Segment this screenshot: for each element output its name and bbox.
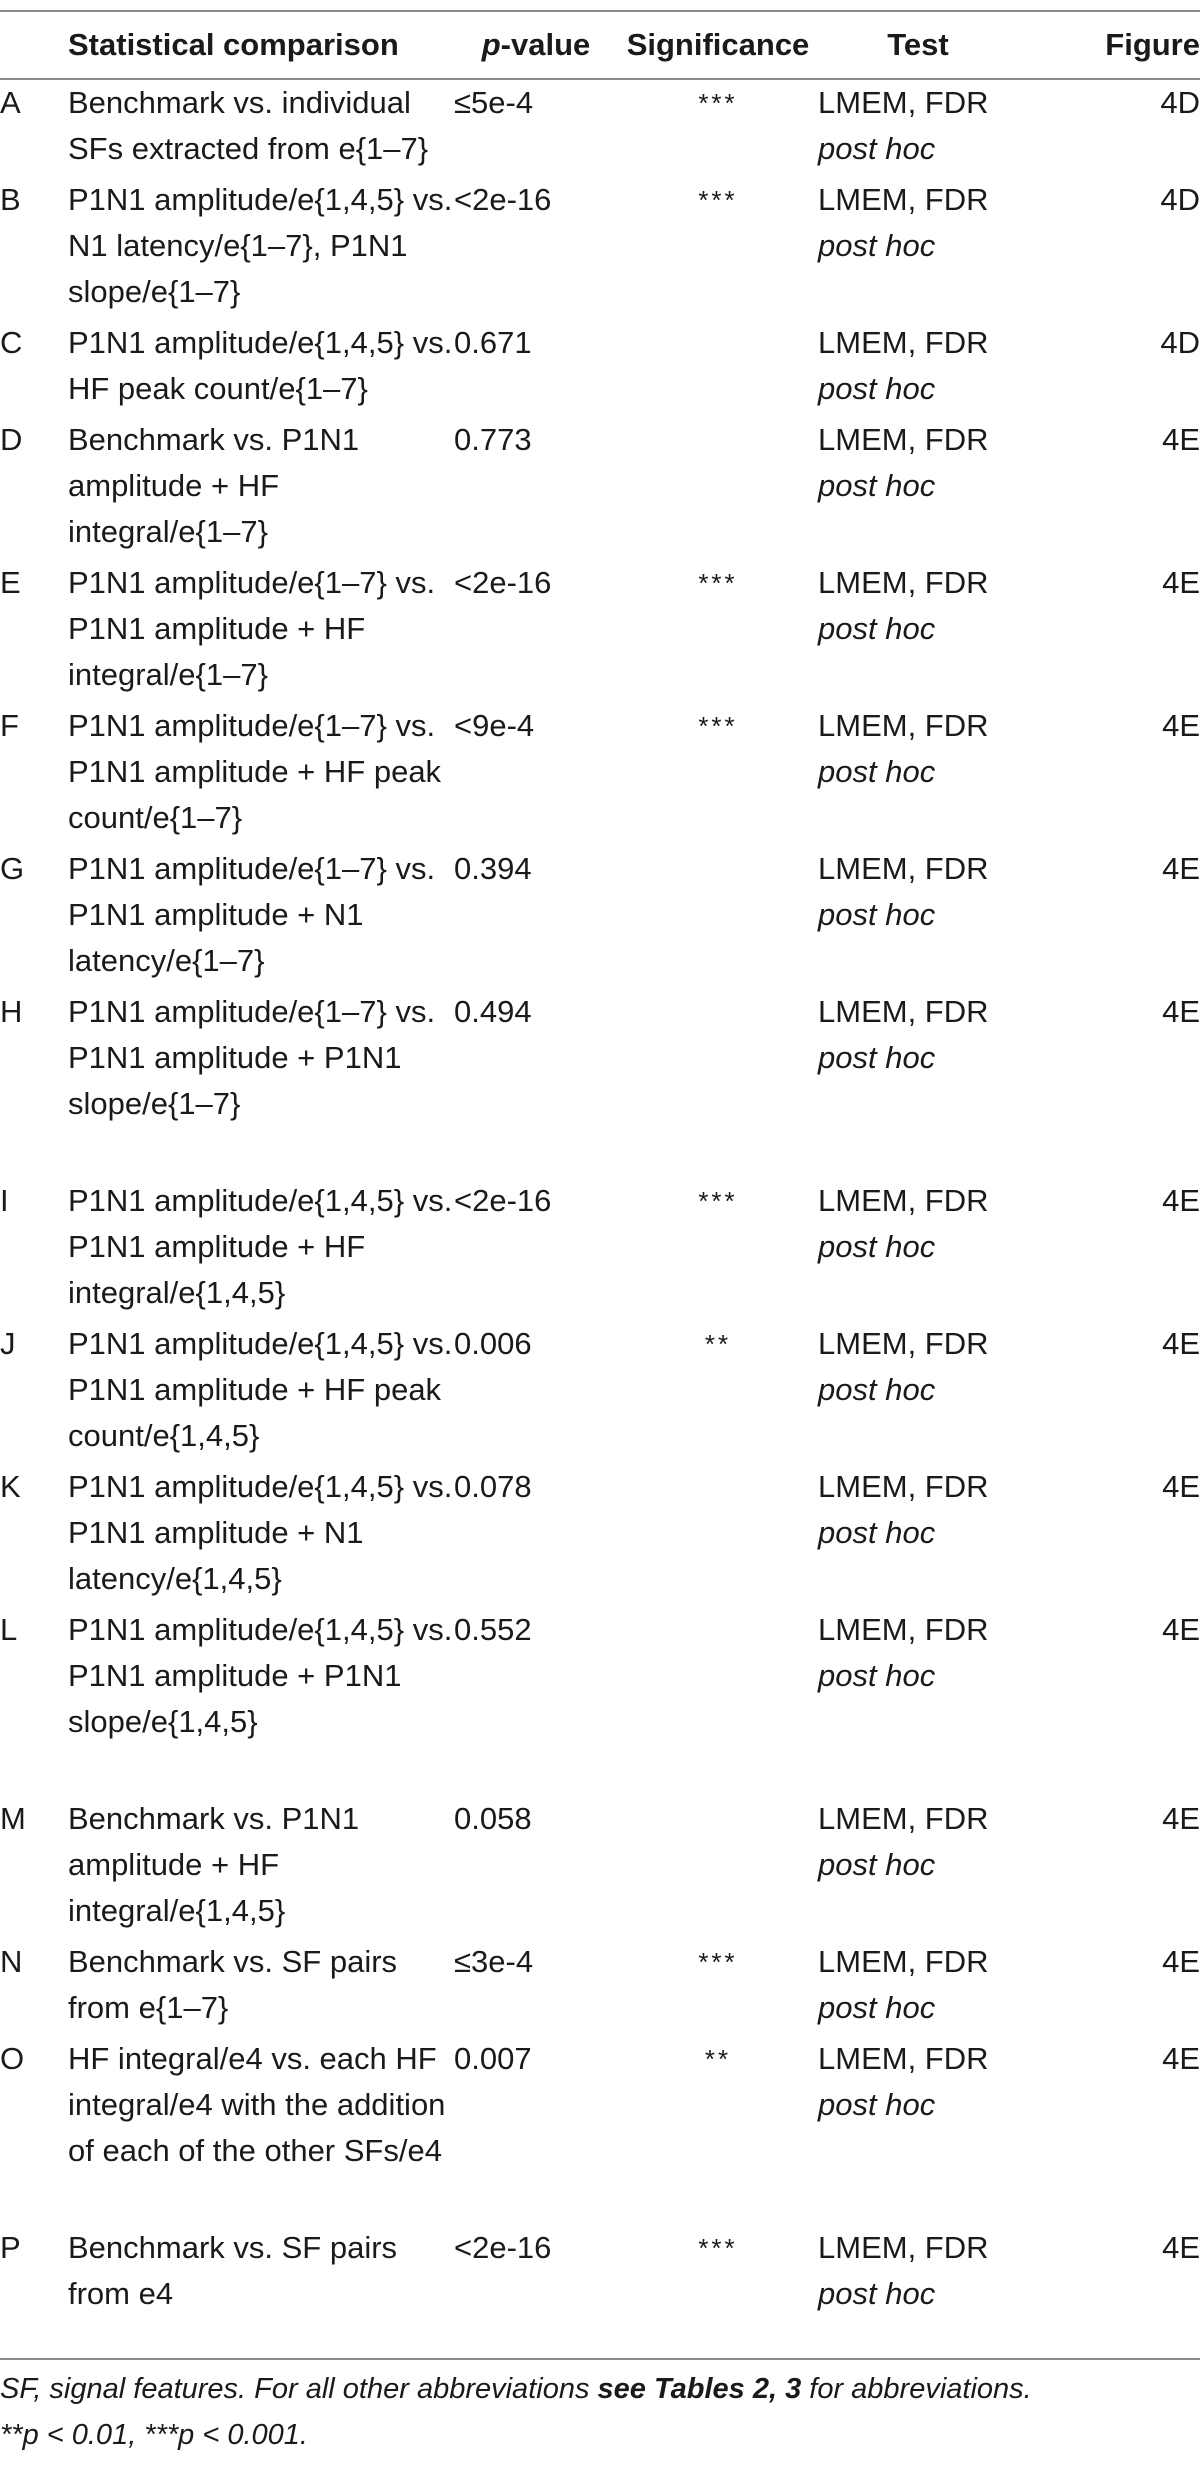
row-test	[818, 2223, 1018, 2320]
row-significance	[618, 1794, 818, 1937]
row-p-value: 0.552	[454, 1612, 532, 1647]
row-id: J	[0, 1326, 16, 1361]
row-significance: ***	[698, 711, 738, 741]
row-id: D	[0, 422, 23, 457]
row-test	[818, 987, 1018, 1176]
header-test: Test	[887, 27, 949, 62]
row-test	[818, 844, 1018, 987]
row-significance	[618, 844, 818, 987]
row-id: M	[0, 1801, 26, 1836]
row-test-name: LMEM, FDR	[818, 182, 989, 217]
row-figure: 4E	[1162, 994, 1200, 1029]
row-p-value: 0.058	[454, 1801, 532, 1836]
row-p-value: 0.773	[454, 422, 532, 457]
row-test-name: LMEM, FDR	[818, 851, 989, 886]
row-comparison: P1N1 amplitude/e{1,4,5} vs. P1N1 amplitude + N1 latency/e{1,4,5}	[68, 1469, 453, 1596]
row-test	[818, 701, 1018, 844]
row-significance: ***	[698, 88, 738, 118]
row-significance: ***	[698, 1186, 738, 1216]
header-p-suffix: -value	[500, 27, 591, 62]
row-comparison: P1N1 amplitude/e{1,4,5} vs. P1N1 amplitude + HF peak count/e{1,4,5}	[68, 1326, 453, 1453]
row-test	[818, 1319, 1018, 1462]
row-figure: 4D	[1160, 325, 1200, 360]
row-test	[818, 175, 1018, 318]
row-test-posthoc: post hoc	[818, 1040, 936, 1075]
row-test-posthoc: post hoc	[818, 468, 936, 503]
row-id: A	[0, 85, 21, 120]
row-test	[818, 1176, 1018, 1319]
row-figure: 4D	[1160, 85, 1200, 120]
table-row	[0, 1794, 1200, 1937]
row-p-value: <2e-16	[454, 1183, 552, 1218]
row-test-posthoc: post hoc	[818, 1229, 936, 1264]
row-id: K	[0, 1469, 21, 1504]
row-comparison: Benchmark vs. SF pairs from e{1–7}	[68, 1944, 398, 2025]
row-p-value: <2e-16	[454, 182, 552, 217]
row-p-value: <9e-4	[454, 708, 535, 743]
row-test-posthoc: post hoc	[818, 1372, 936, 1407]
row-test-name: LMEM, FDR	[818, 1326, 989, 1361]
table-row	[0, 415, 1200, 558]
row-test-name: LMEM, FDR	[818, 2041, 989, 2076]
row-test	[818, 1937, 1018, 2034]
table-row	[0, 1462, 1200, 1605]
row-test-name: LMEM, FDR	[818, 994, 989, 1029]
row-p-value: ≤3e-4	[454, 1944, 534, 1979]
table-footnote	[0, 2366, 1190, 2458]
footnote-see: see	[597, 2373, 646, 2405]
row-figure: 4E	[1162, 565, 1200, 600]
row-comparison: P1N1 amplitude/e{1,4,5} vs. P1N1 amplitude + P1N1 slope/e{1,4,5}	[68, 1612, 453, 1739]
row-p-value: 0.007	[454, 2041, 532, 2076]
row-test-posthoc: post hoc	[818, 228, 936, 263]
row-significance	[618, 987, 818, 1176]
footnote-line-1	[0, 2366, 1190, 2412]
row-figure: 4E	[1162, 851, 1200, 886]
table-row	[0, 175, 1200, 318]
header-p-value	[454, 12, 618, 78]
row-test-name: LMEM, FDR	[818, 1944, 989, 1979]
table-row	[0, 844, 1200, 987]
statistics-table	[0, 12, 1200, 2320]
row-test-posthoc: post hoc	[818, 2276, 936, 2311]
row-p-value: 0.006	[454, 1326, 532, 1361]
row-test-posthoc: post hoc	[818, 1990, 936, 2025]
row-comparison: Benchmark vs. individual SFs extracted from e{1–7}	[68, 85, 429, 166]
row-p-value: 0.494	[454, 994, 532, 1029]
row-test-name: LMEM, FDR	[818, 565, 989, 600]
table-row	[0, 1937, 1200, 2034]
row-p-value: 0.671	[454, 325, 532, 360]
footnote-table-ref[interactable]: Tables 2, 3	[653, 2373, 802, 2405]
row-test-posthoc: post hoc	[818, 1515, 936, 1550]
row-figure: 4E	[1162, 2041, 1200, 2076]
header-row	[0, 12, 1200, 78]
row-significance: **	[704, 1329, 732, 1359]
row-test	[818, 78, 1018, 175]
row-test-name: LMEM, FDR	[818, 85, 989, 120]
row-id: C	[0, 325, 23, 360]
row-significance	[618, 318, 818, 415]
row-id: E	[0, 565, 21, 600]
row-test-posthoc: post hoc	[818, 1658, 936, 1693]
row-id: F	[0, 708, 19, 743]
row-id: G	[0, 851, 25, 886]
table-row	[0, 987, 1200, 1176]
row-figure: 4D	[1160, 182, 1200, 217]
table-row	[0, 78, 1200, 175]
row-test-posthoc: post hoc	[818, 1847, 936, 1882]
table-row	[0, 701, 1200, 844]
row-test	[818, 1794, 1018, 1937]
row-test	[818, 318, 1018, 415]
row-significance	[618, 415, 818, 558]
header-significance: Significance	[626, 27, 810, 62]
row-comparison: P1N1 amplitude/e{1–7} vs. P1N1 amplitude + HF peak count/e{1–7}	[68, 708, 442, 835]
row-comparison: P1N1 amplitude/e{1,4,5} vs. P1N1 amplitude + HF integral/e{1,4,5}	[68, 1183, 453, 1310]
table-row	[0, 2034, 1200, 2223]
table-row	[0, 318, 1200, 415]
row-significance: ***	[698, 2233, 738, 2263]
row-figure: 4E	[1162, 422, 1200, 457]
row-test	[818, 1605, 1018, 1794]
table-row	[0, 1319, 1200, 1462]
row-p-value: 0.394	[454, 851, 532, 886]
row-test-name: LMEM, FDR	[818, 708, 989, 743]
row-significance: ***	[698, 568, 738, 598]
row-test	[818, 1462, 1018, 1605]
row-test-name: LMEM, FDR	[818, 422, 989, 457]
row-comparison: P1N1 amplitude/e{1,4,5} vs. HF peak count/e{1–7}	[68, 325, 453, 406]
row-test-name: LMEM, FDR	[818, 325, 989, 360]
row-id: P	[0, 2230, 21, 2265]
row-p-value: <2e-16	[454, 565, 552, 600]
row-test-name: LMEM, FDR	[818, 2230, 989, 2265]
row-significance: **	[704, 2044, 732, 2074]
footnote-text-b: for abbreviations.	[801, 2373, 1032, 2405]
row-figure: 4E	[1162, 1469, 1200, 1504]
row-figure: 4E	[1162, 1801, 1200, 1836]
row-id: H	[0, 994, 23, 1029]
header-p-italic: p	[481, 27, 501, 62]
row-test-posthoc: post hoc	[818, 371, 936, 406]
row-comparison: Benchmark vs. SF pairs from e4	[68, 2230, 398, 2311]
header-comparison: Statistical comparison	[68, 27, 399, 62]
row-significance: ***	[698, 185, 738, 215]
row-test-name: LMEM, FDR	[818, 1801, 989, 1836]
row-figure: 4E	[1162, 1612, 1200, 1647]
table-row	[0, 1176, 1200, 1319]
row-p-value: 0.078	[454, 1469, 532, 1504]
row-figure: 4E	[1162, 708, 1200, 743]
row-comparison: P1N1 amplitude/e{1–7} vs. P1N1 amplitude + HF integral/e{1–7}	[68, 565, 436, 692]
row-figure: 4E	[1162, 1183, 1200, 1218]
row-comparison: P1N1 amplitude/e{1,4,5} vs. N1 latency/e{1–7}, P1N1 slope/e{1–7}	[68, 182, 453, 309]
row-id: N	[0, 1944, 23, 1979]
row-figure: 4E	[1162, 1326, 1200, 1361]
row-figure: 4E	[1162, 2230, 1200, 2265]
row-test	[818, 2034, 1018, 2223]
row-test-name: LMEM, FDR	[818, 1469, 989, 1504]
footer-rule	[0, 2358, 1200, 2360]
row-test-posthoc: post hoc	[818, 611, 936, 646]
row-test-name: LMEM, FDR	[818, 1612, 989, 1647]
row-test-posthoc: post hoc	[818, 897, 936, 932]
table-row	[0, 558, 1200, 701]
row-comparison: Benchmark vs. P1N1 amplitude + HF integral/e{1,4,5}	[68, 1801, 360, 1928]
row-comparison: P1N1 amplitude/e{1–7} vs. P1N1 amplitude + N1 latency/e{1–7}	[68, 851, 436, 978]
row-p-value: ≤5e-4	[454, 85, 534, 120]
row-significance	[618, 1605, 818, 1794]
table-row	[0, 1605, 1200, 1794]
row-test-posthoc: post hoc	[818, 754, 936, 789]
row-test-posthoc: post hoc	[818, 2087, 936, 2122]
table-row	[0, 2223, 1200, 2320]
row-test	[818, 415, 1018, 558]
row-id: I	[0, 1183, 9, 1218]
footnote-text-a: SF, signal features. For all other abbreviations	[0, 2373, 598, 2405]
header-figure: Figure	[1105, 27, 1200, 62]
row-p-value: <2e-16	[454, 2230, 552, 2265]
header-id	[0, 12, 68, 78]
row-id: B	[0, 182, 21, 217]
row-significance	[618, 1462, 818, 1605]
row-figure: 4E	[1162, 1944, 1200, 1979]
footnote-line-2: **p < 0.01, ***p < 0.001.	[0, 2419, 308, 2451]
row-comparison: HF integral/e4 vs. each HF integral/e4 with the addition of each of the other SFs/e4	[68, 2041, 446, 2168]
row-test	[818, 558, 1018, 701]
row-test-posthoc: post hoc	[818, 131, 936, 166]
row-comparison: P1N1 amplitude/e{1–7} vs. P1N1 amplitude + P1N1 slope/e{1–7}	[68, 994, 436, 1121]
row-test-name: LMEM, FDR	[818, 1183, 989, 1218]
row-comparison: Benchmark vs. P1N1 amplitude + HF integral/e{1–7}	[68, 422, 360, 549]
row-id: O	[0, 2041, 25, 2076]
row-significance: ***	[698, 1947, 738, 1977]
row-id: L	[0, 1612, 18, 1647]
